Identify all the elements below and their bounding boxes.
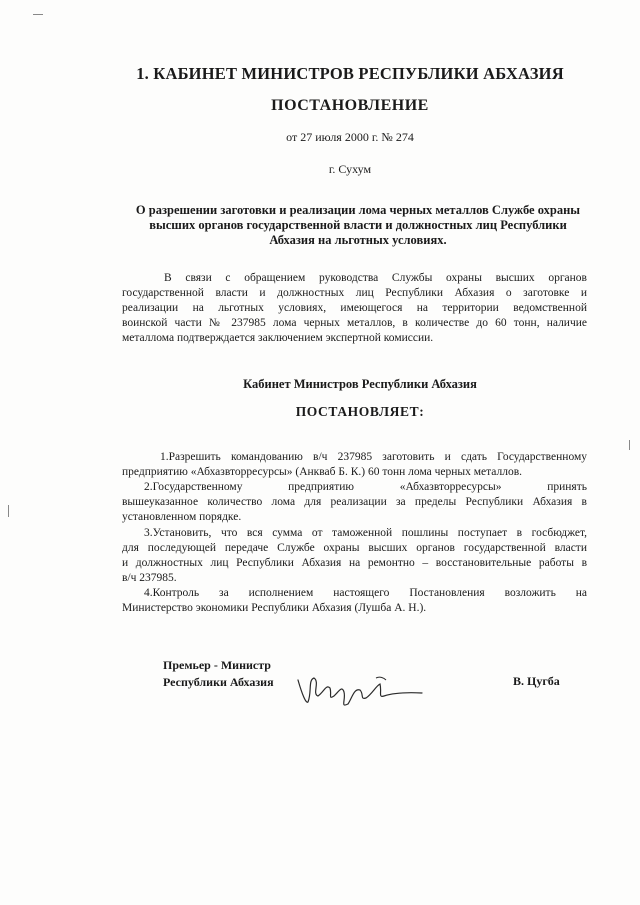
issuing-body: Кабинет Министров Республики Абхазия (243, 377, 477, 391)
item-line: установленном порядке. (122, 511, 242, 523)
preamble-line: государственной власти и должностных лиц Республики Абхазия о заготовке и (122, 287, 587, 299)
decree-subject (128, 203, 588, 248)
decree-city: г. Сухум (328, 162, 372, 176)
decree-item-2 (122, 480, 587, 525)
preamble-line: металлома подтверждается заключением экспертной комиссии. (122, 332, 434, 344)
scan-mark-left-edge (8, 505, 9, 517)
resolves-heading: ПОСТАНОВЛЯЕТ: (295, 404, 425, 419)
handwritten-signature (290, 664, 430, 709)
item-line: для последующей передаче Службе охраны высших органов государственной власти (122, 542, 587, 554)
item-line: в/ч 237985. (122, 572, 177, 584)
signatory-title-line: Премьер - Министр (163, 658, 271, 672)
signatory-title-line: Республики Абхазия (163, 675, 274, 689)
item-line: предприятию «Абхазвторресурсы» (Анкваб Б. К.) 60 тонн лома черных металлов. (122, 466, 523, 478)
item-line: 4.Контроль за исполнением настоящего Постановления возложить на (144, 587, 587, 599)
scan-mark-top-left (33, 14, 43, 15)
decree-item-4 (122, 586, 587, 616)
preamble-line: воинской части № 237985 лома черных металлов, в количестве до 60 тонн, наличие (122, 317, 587, 329)
signatory-title (163, 657, 274, 691)
preamble-paragraph (122, 271, 587, 346)
decree-date: от 27 июля 2000 г. № 274 (286, 130, 414, 144)
decree-title: ПОСТАНОВЛЕНИЕ (271, 97, 429, 114)
item-line: 2.Государственному предприятию «Абхазвторресурсы» принять (144, 481, 587, 493)
preamble-line: реализации на льготных условиях, имеющегося на территории ведомственной (122, 302, 587, 314)
item-line: 3.Установить, что вся сумма от таможенной пошлины поступает в госбюджет, (144, 527, 587, 539)
decree-item-3 (122, 526, 587, 586)
item-line: вышеуказанное количество лома для реализации за пределы Республики Абхазия в (122, 496, 587, 508)
item-line: 1.Разрешить командованию в/ч 237985 заготовить и сдать Государственному (160, 451, 587, 463)
item-line: и должностных лиц Республики Абхазия на ремонтно – восстановительные работы в (122, 557, 587, 569)
scan-mark-right-edge (629, 440, 630, 450)
decree-item-1 (122, 450, 587, 480)
document-heading: 1. КАБИНЕТ МИНИСТРОВ РЕСПУБЛИКИ АБХАЗИЯ (136, 64, 564, 83)
subject-line: высших органов государственной власти и должностных лиц Республики (149, 218, 567, 232)
subject-line: О разрешении заготовки и реализации лома черных металлов Службе охраны (135, 203, 581, 217)
signatory-name: В. Цугба (513, 674, 560, 688)
item-line: Министерство экономики Республики Абхазия (Лушба А. Н.). (122, 602, 427, 614)
preamble-line: В связи с обращением руководства Службы охраны высших органов (164, 272, 587, 284)
subject-line: Абхазия на льготных условиях. (269, 233, 447, 247)
